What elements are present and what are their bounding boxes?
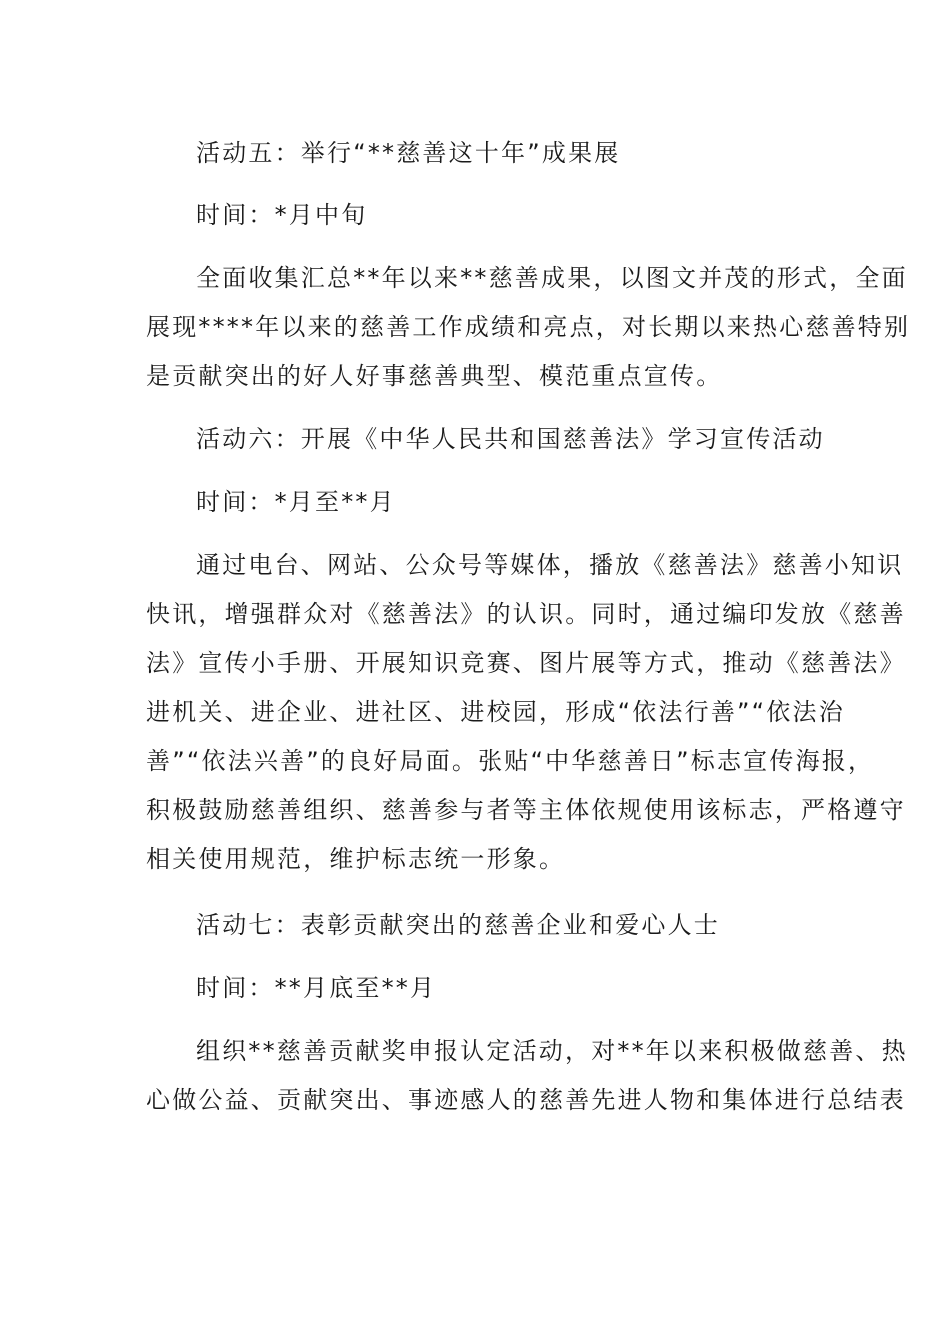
body-line: 是贡献突出的好人好事慈善典型、模范重点宣传。: [146, 362, 723, 390]
section-heading: 活动六：开展《中华人民共和国慈善法》学习宣传活动: [196, 425, 825, 453]
body-line: 展现****年以来的慈善工作成绩和亮点，对长期以来热心慈善特别: [146, 313, 911, 341]
section-time: 时间：**月底至**月: [196, 974, 437, 1002]
body-line: 心做公益、贡献突出、事迹感人的慈善先进人物和集体进行总结表: [146, 1086, 906, 1114]
body-line: 相关使用规范，维护标志统一形象。: [146, 845, 566, 873]
body-line: 法》宣传小手册、开展知识竞赛、图片展等方式，推动《慈善法》: [146, 649, 906, 677]
section-time: 时间：*月至**月: [196, 488, 396, 516]
body-line: 通过电台、网站、公众号等媒体，播放《慈善法》慈善小知识: [196, 551, 904, 579]
section-time: 时间：*月中旬: [196, 201, 368, 229]
body-line: 全面收集汇总**年以来**慈善成果，以图文并茂的形式，全面: [196, 264, 908, 292]
body-line: 善”“依法兴善”的良好局面。张贴“中华慈善日”标志宣传海报，: [146, 747, 875, 775]
body-line: 快讯，增强群众对《慈善法》的认识。同时，通过编印发放《慈善: [146, 600, 906, 628]
body-line: 组织**慈善贡献奖申报认定活动，对**年以来积极做慈善、热: [196, 1037, 908, 1065]
section-heading: 活动七：表彰贡献突出的慈善企业和爱心人士: [196, 911, 720, 939]
body-line: 积极鼓励慈善组织、慈善参与者等主体依规使用该标志，严格遵守: [146, 796, 906, 824]
section-heading: 活动五：举行“**慈善这十年”成果展: [196, 139, 621, 167]
body-line: 进机关、进企业、进社区、进校园，形成“依法行善”“依法治: [146, 698, 845, 726]
